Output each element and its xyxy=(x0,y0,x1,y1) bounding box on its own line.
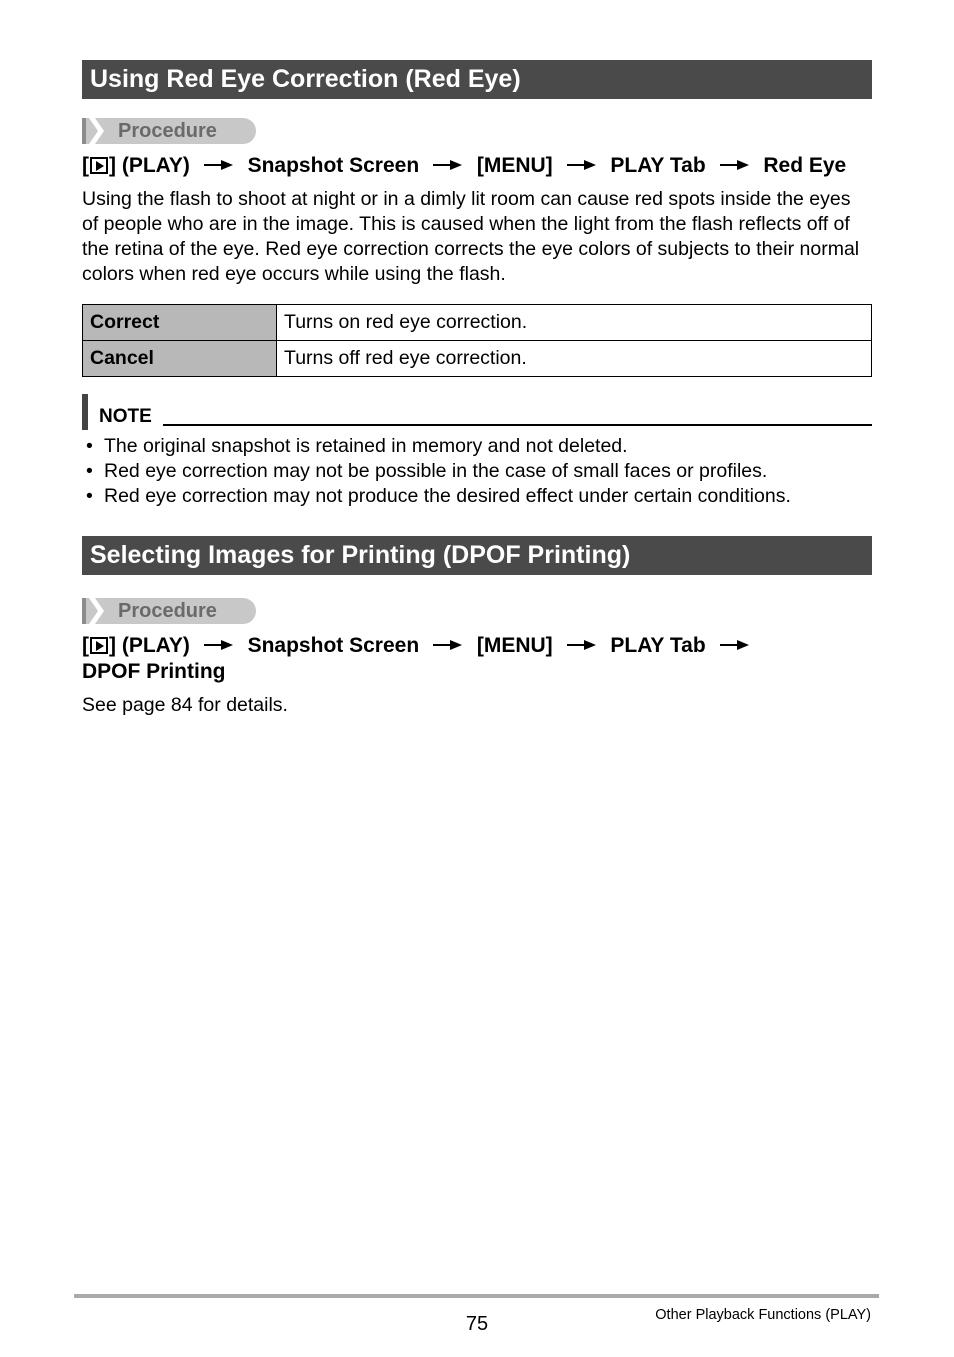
option-desc: Turns off red eye correction. xyxy=(277,341,872,377)
list-item: • Red eye correction may not be possible in the case of small faces or profiles. xyxy=(82,459,791,484)
path-step: Snapshot Screen xyxy=(247,634,420,657)
table-row xyxy=(83,341,872,377)
path-step: Snapshot Screen xyxy=(247,154,420,177)
procedure-tab xyxy=(82,598,256,624)
red-eye-description: Using the flash to shoot at night or in a dimly lit room can cause red spots inside the eyes of people who are in the image. This is caused when the light from the flash reflects off of the retina of the eye. Red eye correction corrects the eye colors of subjects to their normal colors when red eye occurs while using the flash. xyxy=(82,188,860,285)
play-icon xyxy=(90,157,108,174)
menu-path: [ ] (PLAY) Snapshot Screen [MENU] PLAY Tab Red Eye xyxy=(82,154,847,177)
path-step: PLAY Tab xyxy=(610,154,706,177)
play-icon xyxy=(90,637,108,654)
procedure-tab xyxy=(82,118,256,144)
right-arrow-icon xyxy=(720,639,750,651)
right-arrow-icon xyxy=(433,639,463,651)
right-arrow-icon xyxy=(567,159,597,171)
footer-divider xyxy=(74,1294,879,1298)
note-list xyxy=(82,434,791,509)
path-step: Red Eye xyxy=(763,154,847,177)
right-arrow-icon xyxy=(433,159,463,171)
path-step: [MENU] xyxy=(476,634,553,657)
dpof-description: See page 84 for details. xyxy=(82,694,288,716)
right-arrow-icon xyxy=(720,159,750,171)
path-step: PLAY Tab xyxy=(610,634,706,657)
chevron-right-icon xyxy=(82,598,108,624)
right-arrow-icon xyxy=(204,639,234,651)
section-heading-dpof: Selecting Images for Printing (DPOF Printing) xyxy=(82,536,872,575)
menu-path-final-step: DPOF Printing xyxy=(82,660,226,683)
page-number: 75 xyxy=(465,1313,489,1335)
table-row xyxy=(83,305,872,341)
note-label: NOTE xyxy=(99,406,152,427)
option-key: Cancel xyxy=(83,341,277,377)
right-arrow-icon xyxy=(204,159,234,171)
procedure-label: Procedure xyxy=(118,600,217,622)
path-step: [MENU] xyxy=(476,154,553,177)
red-eye-options-table xyxy=(82,304,872,377)
list-item: • Red eye correction may not produce the desired effect under certain conditions. xyxy=(82,484,791,509)
list-item: • The original snapshot is retained in memory and not deleted. xyxy=(82,434,791,459)
right-arrow-icon xyxy=(567,639,597,651)
chapter-title: Other Playback Functions (PLAY) xyxy=(655,1307,871,1323)
chevron-right-icon xyxy=(82,118,108,144)
option-desc: Turns on red eye correction. xyxy=(277,305,872,341)
note-divider xyxy=(163,424,872,426)
procedure-label: Procedure xyxy=(118,120,217,142)
section-heading-red-eye: Using Red Eye Correction (Red Eye) xyxy=(82,60,872,99)
note-marker xyxy=(82,394,88,430)
menu-path: [ ] (PLAY) Snapshot Screen [MENU] PLAY Tab xyxy=(82,633,758,659)
option-key: Correct xyxy=(83,305,277,341)
